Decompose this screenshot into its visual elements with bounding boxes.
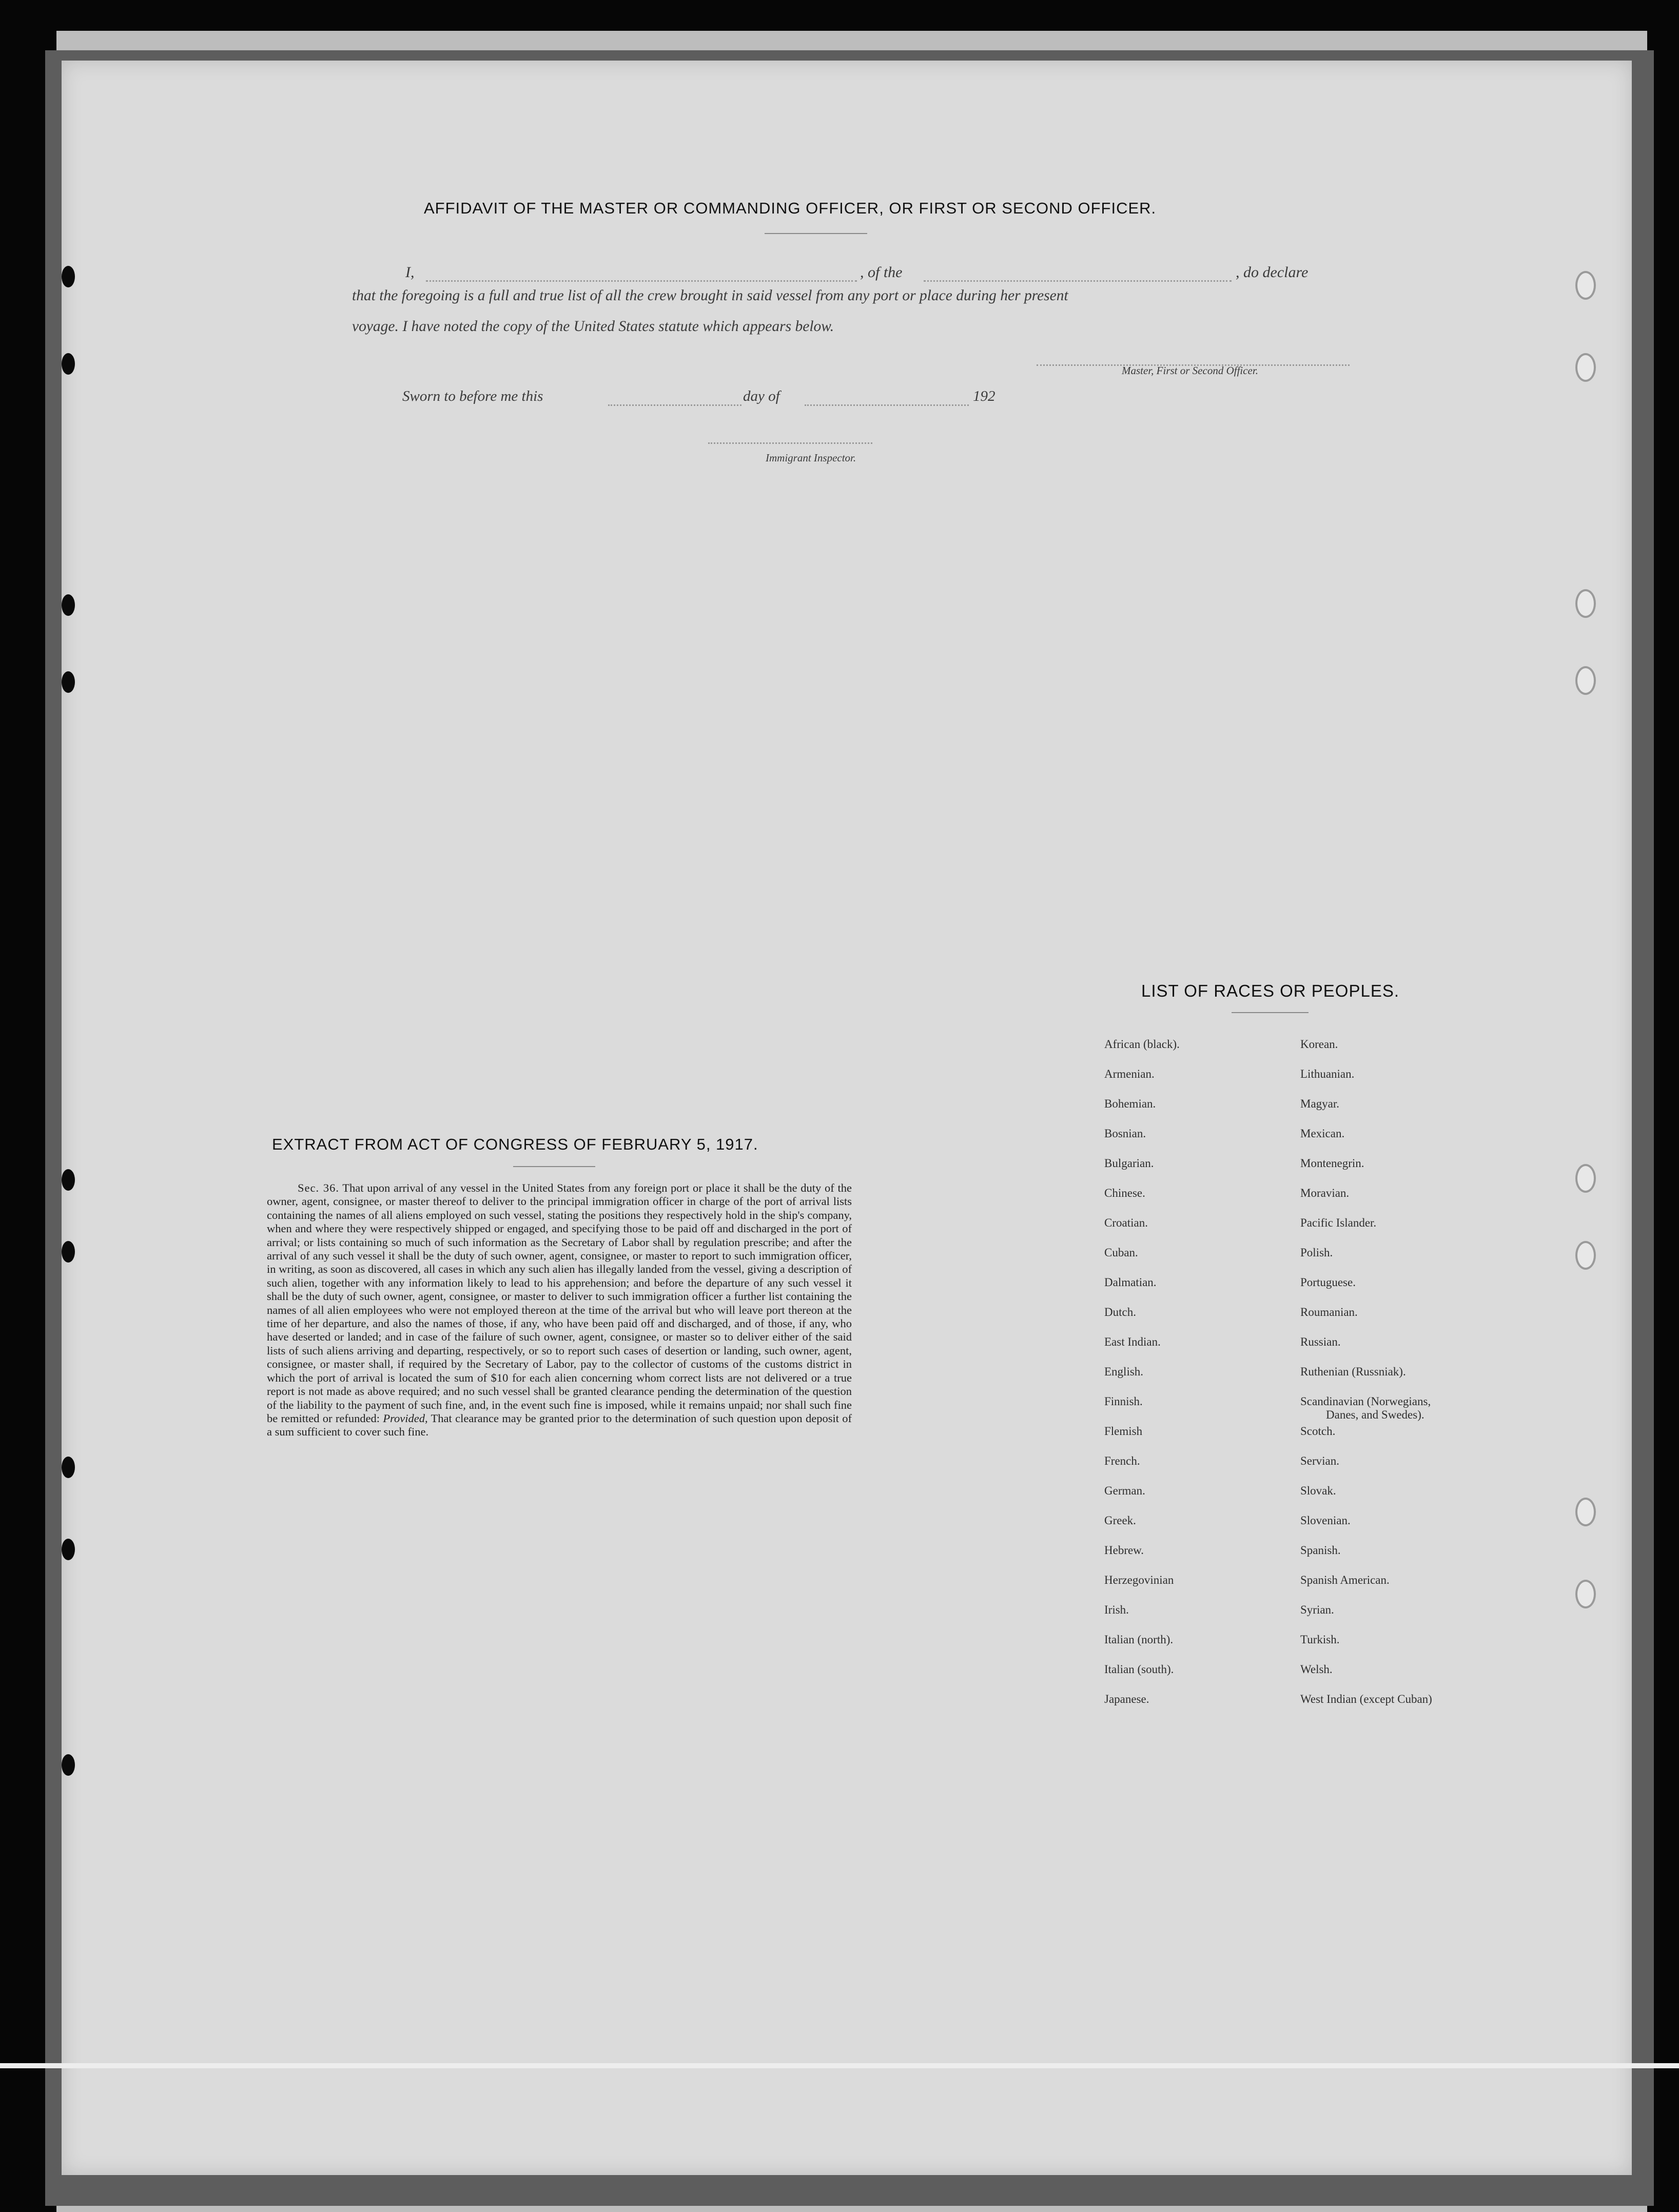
race-item: Japanese.: [1104, 1693, 1149, 1705]
binder-hole: [62, 1169, 75, 1191]
race-item-continuation: Danes, and Swedes).: [1326, 1408, 1424, 1421]
race-item: Ruthenian (Russniak).: [1300, 1365, 1406, 1378]
race-item: Italian (south).: [1104, 1663, 1174, 1676]
race-item: West Indian (except Cuban): [1300, 1693, 1432, 1705]
race-item: Greek.: [1104, 1514, 1136, 1527]
race-item: Spanish.: [1300, 1544, 1341, 1557]
race-item: Finnish.: [1104, 1395, 1143, 1408]
race-item: Slovak.: [1300, 1484, 1336, 1497]
races-rule: [1232, 1012, 1309, 1013]
binder-hole: [62, 1241, 75, 1263]
extract-title: EXTRACT FROM ACT OF CONGRESS OF FEBRUARY 5, 1917.: [272, 1135, 758, 1153]
race-item: English.: [1104, 1365, 1144, 1378]
title-rule: [765, 233, 867, 234]
affidavit-line2: that the foregoing is a full and true list of all the crew brought in said vessel from any port or place during her present: [352, 287, 1068, 304]
race-item: Cuban.: [1104, 1246, 1138, 1259]
binder-hole: [62, 671, 75, 693]
extract-text-b: That clearance may be granted prior to the determination of such question upon deposit of a sum sufficient to cover such fine.: [267, 1411, 852, 1439]
affidavit-title: AFFIDAVIT OF THE MASTER OR COMMANDING OFFICER, OR FIRST OR SECOND OFFICER.: [424, 199, 1157, 217]
race-item: Armenian.: [1104, 1068, 1155, 1080]
race-item: French.: [1104, 1454, 1140, 1467]
binder-ring: [1575, 1164, 1596, 1193]
inspector-field[interactable]: [708, 442, 872, 444]
races-title: LIST OF RACES OR PEOPLES.: [1141, 981, 1400, 1000]
binder-ring: [1575, 589, 1596, 618]
race-item: Bulgarian.: [1104, 1157, 1154, 1170]
race-item: Portuguese.: [1300, 1276, 1356, 1289]
binder-ring: [1575, 1498, 1596, 1526]
race-item: German.: [1104, 1484, 1145, 1497]
race-item: Korean.: [1300, 1038, 1338, 1051]
binder-hole: [62, 1754, 75, 1776]
binder-hole: [62, 353, 75, 375]
race-item: Scandinavian (Norwegians,: [1300, 1395, 1431, 1408]
extract-rule: [513, 1166, 595, 1167]
race-item: Pacific Islander.: [1300, 1216, 1377, 1229]
sworn-label: Sworn to before me this: [402, 388, 543, 404]
race-item: African (black).: [1104, 1038, 1180, 1051]
race-item: Bohemian.: [1104, 1097, 1156, 1110]
extract-body: [267, 1181, 852, 1439]
race-item: Italian (north).: [1104, 1633, 1174, 1646]
race-item: Montenegrin.: [1300, 1157, 1364, 1170]
binder-hole: [62, 1457, 75, 1478]
inspector-caption: Immigrant Inspector.: [766, 452, 856, 464]
race-item: Turkish.: [1300, 1633, 1340, 1646]
scan-edge: [0, 2063, 1679, 2068]
binder-hole: [62, 1539, 75, 1560]
sworn-day-field[interactable]: [608, 404, 741, 406]
race-item: Hebrew.: [1104, 1544, 1144, 1557]
binder-ring: [1575, 1580, 1596, 1608]
form-page: [62, 61, 1632, 2175]
extract-text-a: That upon arrival of any vessel in the United States from any foreign port or place it shall be the duty of the owner, agent, consignee, or master thereof to deliver to the principal immigration officer in charge of the port of arrival lists containing the names of all aliens employed on such vessel, stating the positions they respectively hold in the ship's company, when and where they were respectively shipped or engaged, and specifying those to be paid off and discharged in the port of arrival; or lists containing so much of such information as the Secretary of Labor shall by regulation prescribe; and after the arrival of any such vessel it shall be the duty of such owner, agent, consignee, or master to report to such immigration officer, in writing, as soon as discovered, all cases in which any such alien has illegally landed from the vessel, giving a description of such alien, together with any information likely to lead to his apprehension; and before the departure of any such vessel it shall be the duty of such owner, agent, consignee, or master to deliver to such immigration officer a further list containing the names of all alien employees who were not employed thereon at the time of the arrival but who will leave port thereon at the time of her departure, and also the names of those, if any, who have been paid off and discharged, and of those, if any, who have deserted or landed; and in case of the failure of such owner, agent, consignee, or master so to deliver either of the said lists of such aliens arriving and departing, respectively, or so to report such cases of desertion or landing, such owner, agent, consignee, or master shall, if required by the Secretary of Labor, pay to the collector of customs of the customs district in which the port of arrival is located the sum of $10 for each alien concerning whom correct lists are not delivered or a true report is not made as above required; and no such vessel shall be granted clearance pending the determination of the question of the liability to the payment of such fine, and, in the event such fine is imposed, while it remains unpaid; nor shall such fine be remitted or refunded:: [267, 1181, 852, 1425]
race-item: Servian.: [1300, 1454, 1340, 1467]
race-item: Herzegovinian: [1104, 1574, 1174, 1586]
race-item: Syrian.: [1300, 1603, 1334, 1616]
race-item: Russian.: [1300, 1335, 1341, 1348]
race-item: Scotch.: [1300, 1425, 1336, 1438]
binder-ring: [1575, 1241, 1596, 1270]
race-item: Moravian.: [1300, 1187, 1350, 1199]
race-item: Polish.: [1300, 1246, 1333, 1259]
day-of-label: day of: [743, 388, 780, 404]
race-item: Dutch.: [1104, 1306, 1136, 1318]
section-label: Sec. 36.: [298, 1181, 339, 1194]
race-item: Lithuanian.: [1300, 1068, 1355, 1080]
race-item: Roumanian.: [1300, 1306, 1358, 1318]
race-item: Flemish: [1104, 1425, 1143, 1438]
affidavit-of-the: , of the: [860, 264, 903, 281]
race-item: East Indian.: [1104, 1335, 1161, 1348]
race-item: Chinese.: [1104, 1187, 1145, 1199]
vessel-field[interactable]: [924, 280, 1232, 282]
race-item: Mexican.: [1300, 1127, 1345, 1140]
affidavit-line3: voyage. I have noted the copy of the United States statute which appears below.: [352, 318, 834, 335]
affidavit-do-declare: , do declare: [1236, 264, 1309, 281]
race-item: Dalmatian.: [1104, 1276, 1157, 1289]
race-item: Croatian.: [1104, 1216, 1148, 1229]
binder-ring: [1575, 271, 1596, 300]
race-item: Irish.: [1104, 1603, 1129, 1616]
race-item: Welsh.: [1300, 1663, 1333, 1676]
race-item: Bosnian.: [1104, 1127, 1146, 1140]
binder-ring: [1575, 353, 1596, 382]
binder-ring: [1575, 666, 1596, 695]
race-item: Slovenian.: [1300, 1514, 1351, 1527]
signature-caption: Master, First or Second Officer.: [1122, 364, 1258, 377]
affidavit-i-label: I,: [405, 264, 415, 281]
name-field[interactable]: [426, 280, 857, 282]
year-label: 192: [973, 388, 995, 404]
race-item: Magyar.: [1300, 1097, 1340, 1110]
extract-provided: Provided,: [383, 1411, 428, 1425]
binder-hole: [62, 594, 75, 616]
binder-hole: [62, 266, 75, 287]
race-item: Spanish American.: [1300, 1574, 1390, 1586]
sworn-month-field[interactable]: [805, 404, 969, 406]
